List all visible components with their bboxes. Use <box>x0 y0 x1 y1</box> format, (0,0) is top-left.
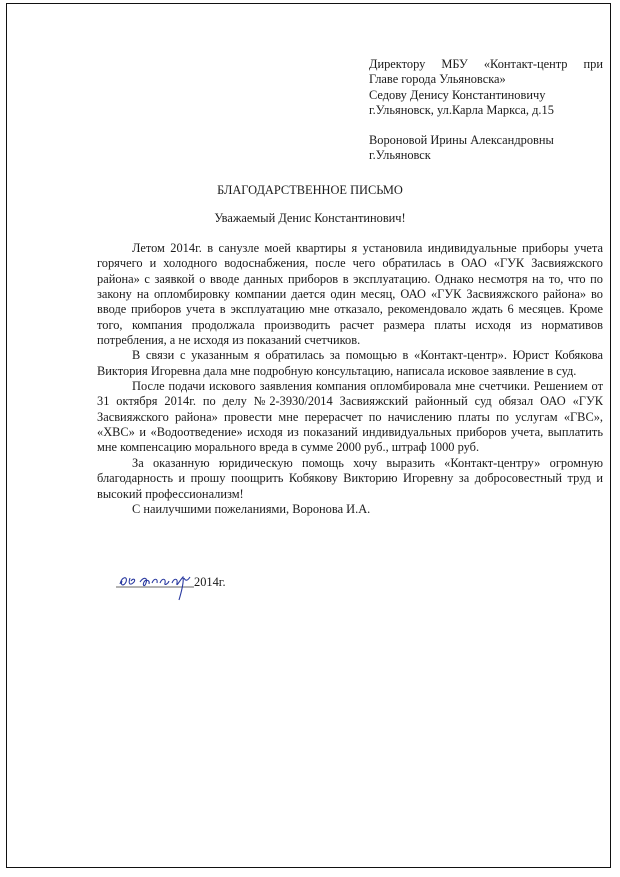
closing: С наилучшими пожеланиями, Воронова И.А. <box>132 501 371 516</box>
addressee-line: Седову Денису Константиновичу <box>369 87 546 102</box>
date-signature <box>116 570 256 610</box>
sender-line: Вороновой Ирины Александровны <box>369 133 554 147</box>
handwritten-date-icon <box>116 570 198 610</box>
sender-line: г.Ульяновск <box>369 148 431 163</box>
sender-block <box>369 133 603 164</box>
addressee-line: Директору МБУ «Контакт-центр при <box>369 57 603 71</box>
date-year: 2014г. <box>194 575 226 589</box>
paragraph: За оказанную юридическую помощь хочу выразить «Контакт-центру» огромную благодарность и прошу поощрить Кобякову Викторию Игоревну за добросовестный труд и высокий профессионализм! <box>97 455 603 501</box>
paragraph: После подачи искового заявления компания опломбировала мне счетчики. Решением от 31 октября 2014г. по делу №2-3930/2014 Засвияжский районный суд обязал ОАО «ГУК Засвияжского района» провести мне перерасчет по начислению платы по услугам «ГВС», «ХВС» и «Водоотведение» исходя из показаний индивидуальных приборов учета, выплатить мне компенсацию морального вреда в сумме 2000 руб., штраф 1000 руб. <box>97 379 603 455</box>
paragraph: В связи с указанным я обратилась за помощью в «Контакт-центр». Юрист Кобякова Виктория Игоревна дала мне подробную консультацию, написала исковое заявление в суд. <box>97 348 603 378</box>
addressee-line: г.Ульяновск, ул.Карла Маркса, д.15 <box>369 103 554 118</box>
addressee-block <box>369 57 603 119</box>
salutation: Уважаемый Денис Константинович! <box>214 211 406 225</box>
paragraph: Летом 2014г. в санузле моей квартиры я установила индивидуальные приборы учета горячего и холодного водоснабжения, после чего обратилась в ОАО «ГУК Засвияжского района» с заявкой о вводе данных приборов в эксплуатацию. Однако несмотря на то, что по закону на опломбировку компании дается один месяц, ОАО «ГУК Засвияжского района» во вводе приборов учета в эксплуатацию мне отказало, рекомендовало ждать 6 месяцев. Кроме того, компания продолжала производить расчет размера платы исходя из нормативов потребления, а не исходя из показаний счетчиков. <box>97 241 603 348</box>
addressee-line: Главе города Ульяновска» <box>369 72 506 87</box>
letter-title: БЛАГОДАРСТВЕННОЕ ПИСЬМО <box>217 183 403 197</box>
letter-body <box>97 241 603 517</box>
